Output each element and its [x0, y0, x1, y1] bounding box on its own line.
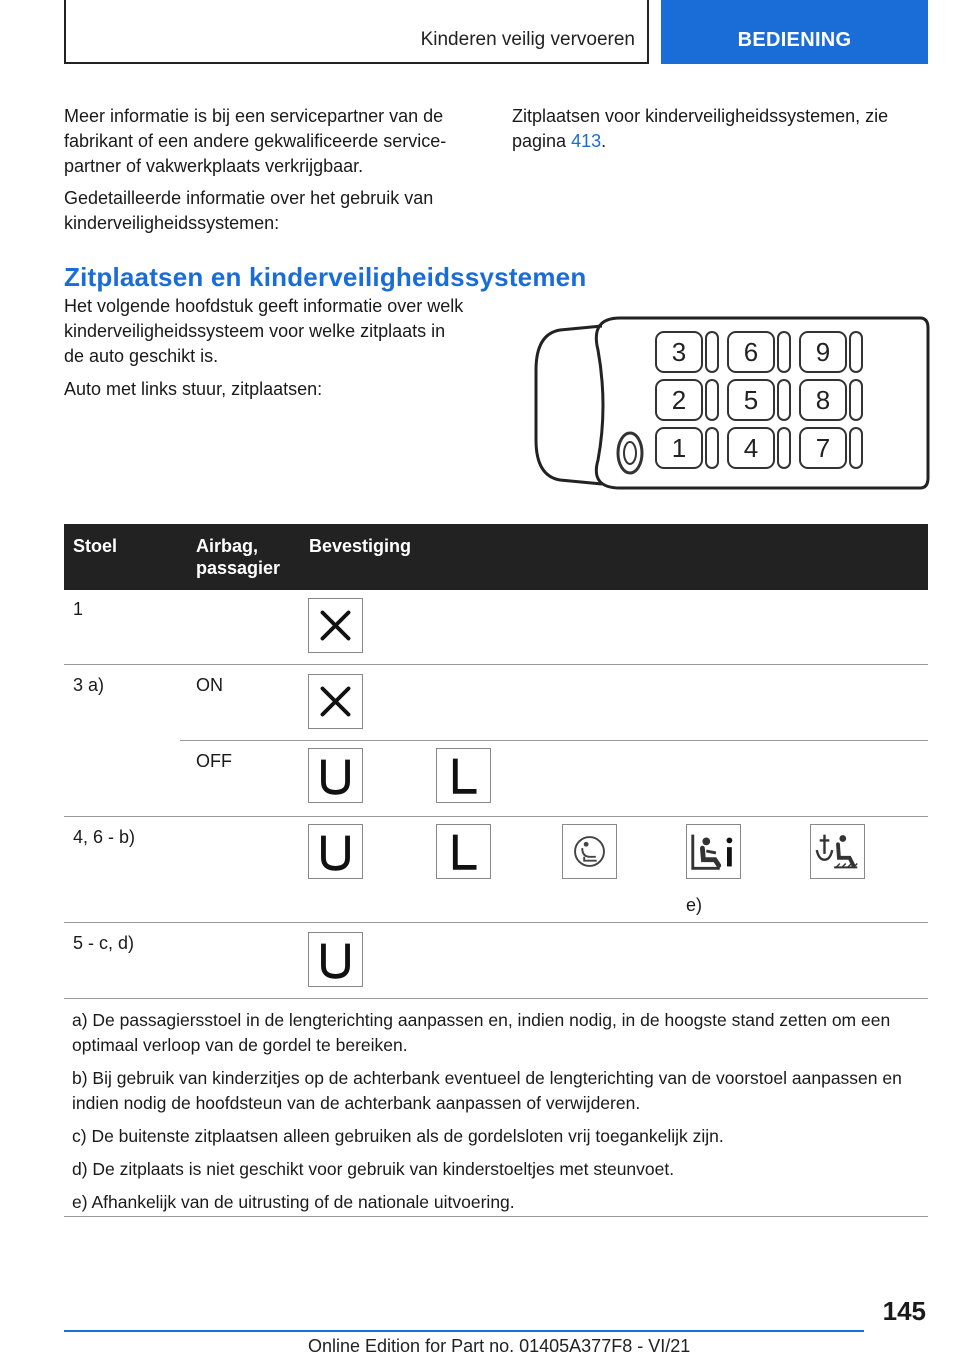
col-header-bevestiging: Bevestiging [309, 536, 412, 556]
not-permitted-icon [308, 598, 363, 653]
universal-l-icon [436, 824, 491, 879]
child-seat-circle-icon [562, 824, 617, 879]
seat-1 [656, 428, 718, 468]
seat-number: 4 [743, 433, 759, 463]
seat-number: 5 [743, 385, 759, 415]
seat-number: 2 [671, 385, 687, 415]
intro-left-column [64, 104, 474, 243]
footer-edition: Online Edition for Part no. 01405A377F8 - VI/21 [308, 1336, 691, 1356]
table-row-4-stoel: 5 - c, d) [73, 933, 135, 953]
footnote-b: b) Bij gebruik van kinderzitjes op de achterbank eventueel de lengterichting van de voorstoel aanpassen en indien nodig de hoofdsteun van de achterbank aanpassen of verwijderen. [72, 1068, 902, 1113]
table-row-3-stoel: 4, 6 - b) [73, 827, 136, 847]
seat-3 [656, 332, 718, 372]
airbag-off-label: OFF [196, 751, 232, 771]
seat-5 [728, 380, 790, 420]
seat-number: 3 [671, 337, 687, 367]
row-divider [64, 922, 928, 923]
universal-u-icon [308, 932, 363, 987]
intro-paragraph-1: Meer informatie is bij een servicepartner van de fabrikant of een andere gekwalificeerde servicepartner of vakwerkplaats verkrijgbaar. [64, 106, 447, 176]
seat-number: 9 [815, 337, 831, 367]
section-tab [661, 0, 928, 64]
cross-reference-text: Zitplaatsen voor kinderveiligheidssystemen, zie pagina [512, 106, 889, 151]
footer-rule [64, 1330, 864, 1332]
seat-9 [800, 332, 862, 372]
seat-number: 6 [743, 337, 759, 367]
header-title-box [64, 0, 649, 64]
footnote-c: c) De buitenste zitplaatsen alleen gebruiken als de gordelsloten vrij toegankelijk zijn. [72, 1126, 724, 1146]
steering-wheel-icon [618, 433, 642, 473]
not-permitted-icon [308, 674, 363, 729]
footnote-e: e) Afhankelijk van de uitrusting of de nationale uitvoering. [72, 1192, 515, 1212]
page-link[interactable]: 413 [571, 131, 602, 151]
seat-number: 7 [815, 433, 831, 463]
universal-u-icon [308, 748, 363, 803]
seat-position-diagram [530, 310, 930, 500]
car-front-outline [536, 326, 602, 484]
universal-l-icon [436, 748, 491, 803]
table-footnotes [72, 1008, 928, 1223]
page-header [64, 0, 928, 66]
table-header [64, 524, 928, 590]
page-number: 145 [882, 1296, 926, 1326]
section-label: BEDIENING [737, 29, 852, 51]
cross-reference-end: . [601, 131, 607, 151]
notes-divider [64, 1216, 928, 1217]
table-row-3-note: e) [686, 895, 703, 915]
col-header-stoel: Stoel [73, 536, 118, 556]
table-row-2-stoel: 3 a) [73, 675, 105, 695]
airbag-on-label: ON [196, 675, 223, 695]
anchor-child-seat-icon [810, 824, 865, 879]
footnote-a: a) De passagiersstoel in de lengterichting aanpassen en, indien nodig, in de hoogste stand zetten om een optimaal verloop van de gordel te bereiken. [72, 1010, 891, 1055]
row-divider [180, 740, 928, 741]
seat-7 [800, 428, 862, 468]
seat-2 [656, 380, 718, 420]
intro-paragraph-2: Gedetailleerde informatie over het gebruik van kinderveiligheidssystemen: [64, 188, 434, 233]
seat-4 [728, 428, 790, 468]
col-header-airbag [196, 535, 280, 579]
row-divider [64, 664, 928, 665]
intro-right-column [512, 104, 928, 161]
seat-number: 8 [815, 385, 831, 415]
col-header-airbag-line1: Airbag, [196, 536, 259, 556]
cross-reference [512, 104, 928, 154]
table-row-1-stoel: 1 [73, 599, 84, 619]
child-seat-info-icon [686, 824, 741, 879]
row-divider [64, 998, 928, 999]
section-paragraph-1: Het volgende hoofdstuk geeft informatie over welk kinderveiligheidssysteem voor welke zitplaats in de auto geschikt is. [64, 296, 464, 366]
universal-u-icon [308, 824, 363, 879]
seat-6 [728, 332, 790, 372]
section-heading: Zitplaatsen en kinderveiligheidssystemen [64, 262, 587, 292]
footnote-d: d) De zitplaats is niet geschikt voor gebruik van kinderstoeltjes met steunvoet. [72, 1159, 675, 1179]
section-paragraph-2: Auto met links stuur, zitplaatsen: [64, 379, 323, 399]
row-divider [64, 816, 928, 817]
seat-8 [800, 380, 862, 420]
col-header-airbag-line2: passagier [196, 558, 281, 578]
seat-number: 1 [671, 433, 687, 463]
chapter-title: Kinderen veilig vervoeren [420, 29, 635, 50]
section-intro [64, 294, 464, 410]
car-rear-outline [596, 318, 928, 488]
